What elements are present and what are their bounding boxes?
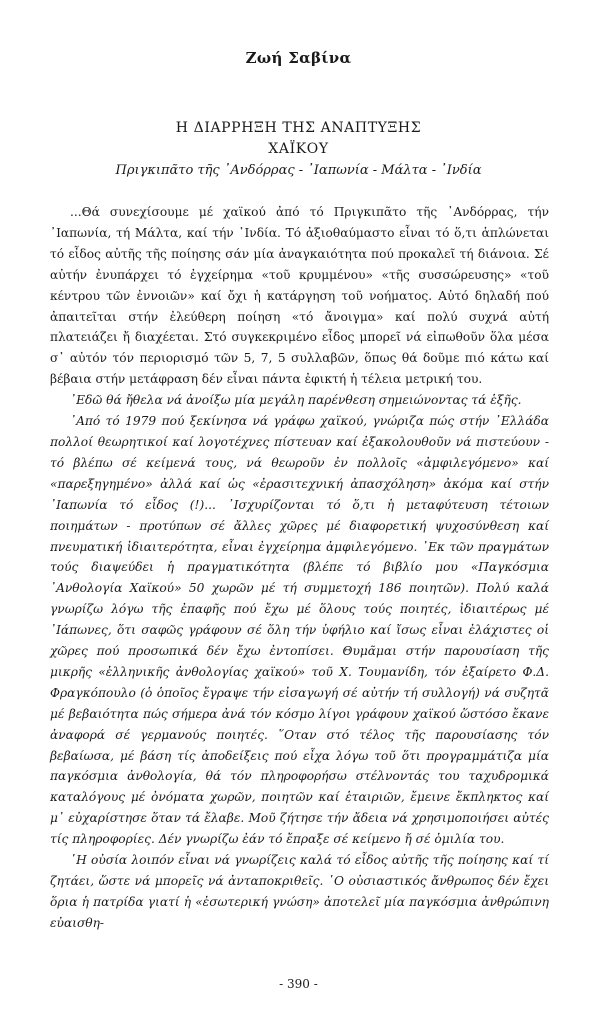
paragraph-4: ῾Η οὐσία λοιπόν εἶναι νά γνωρίζεις καλά τό εἶδος αὐτῆς τῆς ποίησης καί τί ζητάει, ὥστε νά μπορεῖς νά ἀνταποκριθεῖς. ῾Ο οὐσιαστικός ἄνθρωπος δέν ἔχει ὅρια ἡ πατρίδα γιατί ἡ «ἐσωτερική γνώση» ἀποτελεῖ μία παγκόσμια ἀνθρώπινη εὐαισθη- [50,853,549,930]
body-text [50,202,549,934]
article-title-line-2: ΧΑΪΚΟΥ [268,141,329,157]
article-title-block [0,118,597,181]
page-number: - 390 - [279,977,318,991]
paragraph-1: ...Θά συνεχίσουμε μέ χαϊκού ἀπό τό Πριγκιπᾶτο τῆς ᾽Ανδόρρας, τήν ᾽Ιαπωνία, τή Μάλτα, καί τήν ᾽Ινδία. Τό ἀξιοθαύμαστο εἶναι τό ὅ,τι ἁπλώνεται τό εἶδος αὐτῆς τῆς ποίησης σάν μία ἀναγκαιότητα πού προκαλεῖ τή διάνοια. Σέ αὐτήν ἐνυπάρχει τό ἐγχείρημα «τοῦ κρυμμένου» «τῆς συσσώρευσης» «τοῦ κέντρου τῶν ἐννοιῶν» καί ὄχι ἡ κατάργηση τοῦ νοήματος. Αὐτό δηλαδή πού ἀπαιτεῖται στήν ἐλεύθερη ποίηση «τό ἄνοιγμα» καί πολύ συχνά αὐτή πλατειάζει ἤ διαχέεται. Στό συγκεκριμένο εἶδος μπορεῖ νά εἰπωθοῦν ὅλα μέσα σ᾽ αὐτόν τόν περιορισμό τῶν 5, 7, 5 συλλαβῶν, ὅπως θά δοῦμε πιό κάτω καί βέβαια στήν μετάφραση δέν εἶναι πάντα ἐφικτή ἡ τέλεια μετρική του. [50,205,549,387]
paragraph-2: ᾽Εδῶ θά ἤθελα νά ἀνοίξω μία μεγάλη παρένθεση σημειώνοντας τά ἑξῆς. [70,393,522,408]
running-header-author: Ζωή Σαβίνα [245,49,352,67]
article-title-line-1: Η ΔΙΑΡΡΗΞΗ ΤΗΣ ΑΝΑΠΤΥΞΗΣ [175,120,422,136]
paragraph-3: ᾽Από τό 1979 πού ξεκίνησα νά γράφω χαϊκού, γνώριζα πώς στήν ᾽Ελλάδα πολλοί θεωρητικοί καί λογοτέχνες πίστευαν καί ἐξακολουθοῦν νά πιστεύουν - τό βλέπω σέ κείμενά τους, νά θεωροῦν ἐν πολλοῖς «ἀμφιλεγόμενο» καί «παρεξηγημένο» ἀλλά καί ὡς «ἐρασιτεχνική ἀπασχόληση» ἀκόμα καί στήν ᾽Ιαπωνία τό εἶδος (!)... ᾽Ισχυρίζονται τό ὅ,τι ἡ μεταφύτευση τέτοιων ποιημάτων - προτύπων σέ ἄλλες χῶρες μέ διαφορετική ψυχοσύνθεση καί πνευματική ἰδιαιτερότητα, εἶναι ἐγχείρημα ἀμφιλεγόμενο. ᾽Εκ τῶν πραγμάτων τούς διαψεύδει ἡ πραγματικότητα (βλέπε τό βιβλίο μου «Παγκόσμια ᾽Ανθολογία Χαϊκού» 50 χωρῶν μέ τή συμμετοχή 186 ποιητῶν). Πολύ καλά γνωρίζω λόγω τῆς ἐπαφῆς πού ἔχω μέ ὅλους τούς ποιητές, ἰδιαιτέρως μέ ᾽Ιάπωνες, ὅτι σαφῶς γράφουν σέ ὅλη τήν ὑφήλιο καί ἴσως εἶναι ἐλάχιστες οἱ χῶρες πού προσωπικά δέν ἔχω ἐντοπίσει. Θυμᾶμαι στήν παρουσίαση τῆς μικρῆς «ἑλληνικῆς ἀνθολογίας χαϊκού» τοῦ Χ. Τουμανίδη, τόν ἐξαίρετο Φ.Δ. Φραγκόπουλο (ὁ ὁποῖος ἔγραψε τήν εἰσαγωγή σέ αὐτήν τή συλλογή) νά συζητᾶ μέ βεβαιότητα πώς σήμερα ἀνά τόν κόσμο λίγοι γράφουν χαϊκού ὥστόσο ἔκανε ἀναφορά σέ γερμανούς ποιητές. ῞Οταν στό τέλος τῆς παρουσίασης τόν βεβαίωσα, μέ βάση τίς ἀποδείξεις πού εἶχα λόγω τοῦ ὅτι προγραμμάτιζα μία παγκόσμια ἀνθολογία, θά τόν πληροφορήσω στέλνοντάς του ταχυδρομικά καταλόγους μέ ὀνόματα χωρῶν, ποιητῶν καί ἑταιριῶν, ἔμεινε ἔκπληκτος καί μ᾽ εὐχαρίστησε ὅταν τά ἔλαβε. Μοῦ ζήτησε τήν ἄδεια νά χρησιμοποιήσει αὐτές τίς πληροφορίες. Δέν γνωρίζω ἐάν τό ἔπραξε σέ κείμενο ἤ σέ ὁμιλία του. [50,414,549,847]
article-subtitle: Πριγκιπᾶτο τῆς ᾽Ανδόρρας - ᾽Ιαπωνία - Μάλτα - ᾽Ινδία [115,163,482,178]
